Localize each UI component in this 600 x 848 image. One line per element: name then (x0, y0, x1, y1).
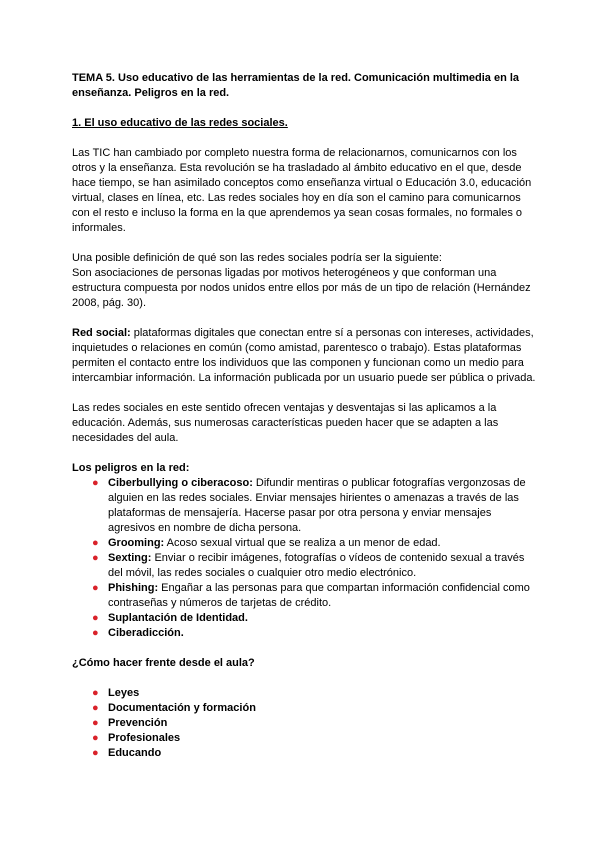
bullet-icon: ● (92, 627, 99, 639)
bullet-icon: ● (92, 717, 99, 729)
bullet-icon: ● (92, 477, 99, 489)
list-item-term: Ciberadicción. (108, 627, 184, 639)
paragraph-intro: Las TIC han cambiado por completo nuestra forma de relacionarnos, comunicarnos con los otros y la enseñanza. Esta revolución se ha trasladado al ámbito educativo en el que, desde hace tiempo, se han asimilado conceptos como enseñanza virtual o Educación 3.0, educación virtual, clases en línea, etc. Las redes sociales hoy en día son el camino para comunicarnos con el resto e incluso la forma en la que aprendemos ya sean cosas formales, no formales o informales. (72, 147, 532, 234)
list-item (92, 581, 540, 611)
list-item-term: Grooming: (108, 537, 165, 549)
list-item (92, 611, 540, 626)
list-item (92, 476, 540, 536)
bullet-icon: ● (92, 747, 99, 759)
list-item-term: Leyes (108, 687, 140, 699)
paragraph-definition (72, 251, 540, 311)
list-item-term: Educando (108, 747, 162, 759)
document-title: TEMA 5. Uso educativo de las herramientas de la red. Comunicación multimedia en la enseñanza. Peligros en la red. (72, 72, 520, 99)
paragraph-red-social (72, 326, 540, 386)
list-item-term: Suplantación de Identidad. (108, 612, 248, 624)
section-heading: 1. El uso educativo de las redes sociales. (72, 117, 288, 129)
red-social-definition: plataformas digitales que conectan entre sí a personas con intereses, actividades, inquietudes o relaciones en común (como amistad, parentesco o trabajo). Estas plataformas permiten el contacto entre los individuos que las componen y funcionan como un medio para intercambiar información. La información publicada por un usuario puede ser pública o privada. (72, 327, 536, 384)
list-item-term: Phishing: (108, 582, 159, 594)
list-item-text: Enviar o recibir imágenes, fotografías o vídeos de contenido sexual a través del móvil, las redes sociales o cualquier otro medio electrónico. (108, 552, 525, 579)
bullet-icon: ● (92, 612, 99, 624)
bullet-icon: ● (92, 687, 99, 699)
list-item-term: Profesionales (108, 732, 181, 744)
list-item (92, 626, 540, 641)
bullet-icon: ● (92, 537, 99, 549)
bullet-icon: ● (92, 732, 99, 744)
list-item (92, 551, 540, 581)
bullet-icon: ● (92, 702, 99, 714)
list-item (92, 686, 540, 701)
list-item (92, 731, 540, 746)
paragraph-ventajas: Las redes sociales en este sentido ofrecen ventajas y desventajas si las aplicamos a la educación. Además, sus numerosas características pueden hacer que se adapten a las necesidades del aula. (72, 402, 499, 444)
definition-lead: Una posible definición de qué son las redes sociales podría ser la siguiente: (72, 252, 442, 264)
bullet-icon: ● (92, 552, 99, 564)
list-item-term: Sexting: (108, 552, 152, 564)
peligros-list (72, 476, 540, 641)
term-red-social: Red social: (72, 327, 131, 339)
list-item (92, 536, 540, 551)
list-item-term: Ciberbullying o ciberacoso: (108, 477, 253, 489)
definition-quote: Son asociaciones de personas ligadas por motivos heterogéneos y que conforman una estructura compuesta por nodos unidos entre ellos por más de un tipo de relación (Hernández 2008, pág. 30). (72, 267, 531, 309)
peligros-heading: Los peligros en la red: (72, 462, 190, 474)
list-item (92, 701, 540, 716)
aula-list (72, 686, 540, 761)
list-item-term: Prevención (108, 717, 168, 729)
aula-heading: ¿Cómo hacer frente desde el aula? (72, 657, 255, 669)
bullet-icon: ● (92, 582, 99, 594)
list-item-text: Difundir mentiras o publicar fotografías vergonzosas de alguien en las redes sociales. Enviar mensajes hirientes o amenazas a través de las plataformas de mensajería. Hacerse pasar por otra persona y enviar mensajes agresivos en nombre de dicha persona. (108, 477, 526, 534)
list-item (92, 746, 540, 761)
list-item (92, 716, 540, 731)
list-item-text: Acoso sexual virtual que se realiza a un menor de edad. (164, 537, 441, 549)
list-item-text: Engañar a las personas para que compartan información confidencial como contraseñas y números de tarjetas de crédito. (108, 582, 530, 609)
list-item-term: Documentación y formación (108, 702, 256, 714)
